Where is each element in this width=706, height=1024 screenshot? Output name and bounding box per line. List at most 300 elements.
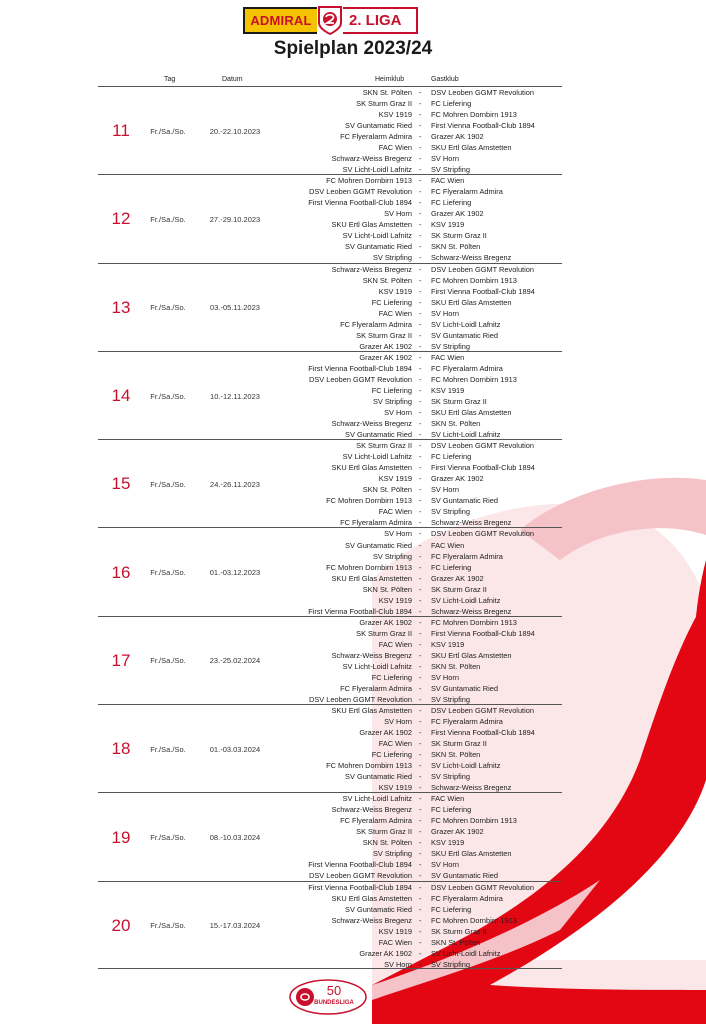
match-row	[98, 573, 562, 584]
match-row	[98, 175, 562, 186]
match-list	[98, 264, 562, 352]
away-team: FC Liefering	[431, 99, 472, 109]
away-team: SV Stripfing	[431, 341, 471, 351]
match-separator: -	[419, 198, 422, 208]
round-date: 03.-05.11.2023	[210, 303, 260, 313]
match-separator: -	[419, 187, 422, 197]
away-team: First Vienna Football-Club 1894	[431, 628, 535, 638]
away-team: Grazer AK 1902	[431, 132, 484, 142]
home-team: First Vienna Football-Club 1894	[308, 363, 412, 373]
match-separator: -	[419, 551, 422, 561]
match-separator: -	[419, 915, 422, 925]
home-team: SV Stripfing	[372, 849, 412, 859]
match-separator: -	[419, 518, 422, 528]
round-number: 16	[111, 562, 131, 582]
away-team: SV Stripfing	[431, 507, 471, 517]
away-team: KSV 1919	[431, 838, 465, 848]
home-team: FC Flyeralarm Admira	[340, 816, 412, 826]
home-team: SV Guntamatic Ried	[345, 121, 412, 131]
away-team: SV Horn	[431, 672, 459, 682]
away-team: SV Stripfing	[431, 694, 471, 704]
match-list	[98, 528, 562, 616]
round-block	[98, 792, 562, 880]
away-team: SK Sturm Graz II	[431, 396, 487, 406]
away-team: FC Flyeralarm Admira	[431, 551, 503, 561]
away-team: First Vienna Football-Club 1894	[431, 463, 535, 473]
away-team: Schwarz-Weiss Bregenz	[431, 518, 512, 528]
round-date: 01.-03.03.2024	[209, 744, 261, 754]
home-team: FC Flyeralarm Admira	[340, 683, 412, 693]
home-team: Schwarz-Weiss Bregenz	[331, 805, 412, 815]
match-separator: -	[419, 639, 422, 649]
round-block	[98, 616, 562, 704]
match-row	[98, 363, 562, 374]
match-row	[98, 904, 562, 915]
match-separator: -	[419, 683, 422, 693]
match-separator: -	[419, 319, 422, 329]
match-separator: -	[419, 176, 422, 186]
match-row	[98, 617, 562, 628]
home-team: First Vienna Football-Club 1894	[308, 606, 412, 616]
match-separator: -	[419, 882, 422, 892]
match-row	[98, 528, 562, 539]
home-team: FC Mohren Dornbirn 1913	[326, 761, 412, 771]
home-team: FC Mohren Dornbirn 1913	[326, 176, 412, 186]
home-team: FC Liefering	[371, 750, 412, 760]
match-row	[98, 771, 562, 782]
home-team: FC Flyeralarm Admira	[340, 319, 412, 329]
match-row	[98, 506, 562, 517]
away-team: FC Mohren Dornbirn 1913	[431, 816, 517, 826]
match-separator: -	[419, 110, 422, 120]
round-number: 13	[111, 297, 131, 317]
round-number: 19	[111, 827, 131, 847]
away-team: Schwarz-Weiss Bregenz	[431, 253, 512, 263]
round-days: Fr./Sa./So.	[150, 391, 186, 401]
match-separator: -	[419, 253, 422, 263]
home-team: FC Liefering	[371, 672, 412, 682]
away-team: SK Sturm Graz II	[431, 584, 487, 594]
away-team: DSV Leoben GGMT Revolution	[431, 441, 534, 451]
away-team: SK Sturm Graz II	[431, 739, 487, 749]
match-row	[98, 418, 562, 429]
match-row	[98, 451, 562, 462]
match-separator: -	[419, 849, 422, 859]
round-block	[98, 174, 562, 262]
round-number: 18	[111, 739, 131, 759]
away-team: Grazer AK 1902	[431, 209, 484, 219]
match-row	[98, 120, 562, 131]
match-separator: -	[419, 407, 422, 417]
match-separator: -	[419, 904, 422, 914]
match-row	[98, 926, 562, 937]
home-team: KSV 1919	[378, 595, 412, 605]
away-team: DSV Leoben GGMT Revolution	[431, 529, 534, 539]
home-team: SV Stripfing	[372, 396, 412, 406]
match-separator: -	[419, 441, 422, 451]
home-team: Schwarz-Weiss Bregenz	[331, 650, 412, 660]
match-row	[98, 330, 562, 341]
away-team: FC Mohren Dornbirn 1913	[431, 915, 517, 925]
match-separator: -	[419, 728, 422, 738]
match-separator: -	[419, 926, 422, 936]
match-row	[98, 650, 562, 661]
round-days: Fr./Sa./So.	[150, 921, 186, 931]
away-team: FAC Wien	[431, 794, 465, 804]
match-separator: -	[419, 430, 422, 439]
home-team: SV Horn	[384, 717, 412, 727]
round-date: 10.-12.11.2023	[210, 391, 260, 401]
away-team: SV Guntamatic Ried	[431, 683, 498, 693]
match-separator: -	[419, 330, 422, 340]
away-team: FC Liefering	[431, 452, 472, 462]
match-row	[98, 319, 562, 330]
match-separator: -	[419, 143, 422, 153]
round-number: 20	[111, 915, 131, 935]
match-row	[98, 815, 562, 826]
home-team: FC Liefering	[371, 385, 412, 395]
match-separator: -	[419, 562, 422, 572]
home-team: Schwarz-Weiss Bregenz	[331, 418, 412, 428]
match-list	[98, 175, 562, 263]
home-team: SV Horn	[384, 209, 412, 219]
match-separator: -	[419, 761, 422, 771]
match-separator: -	[419, 165, 422, 175]
match-row	[98, 407, 562, 418]
match-separator: -	[419, 672, 422, 682]
away-team: First Vienna Football-Club 1894	[431, 728, 535, 738]
match-separator: -	[419, 827, 422, 837]
match-row	[98, 639, 562, 650]
home-team: KSV 1919	[378, 783, 412, 793]
match-separator: -	[419, 297, 422, 307]
match-separator: -	[419, 474, 422, 484]
match-row	[98, 462, 562, 473]
home-team: FAC Wien	[378, 143, 412, 153]
match-row	[98, 374, 562, 385]
away-team: Grazer AK 1902	[431, 474, 484, 484]
match-row	[98, 484, 562, 495]
match-list	[98, 87, 562, 175]
league-emblem-icon	[317, 5, 343, 35]
away-team: FAC Wien	[431, 540, 465, 550]
home-team: SKN St. Pölten	[362, 838, 412, 848]
home-team: KSV 1919	[378, 474, 412, 484]
home-team: SV Horn	[384, 529, 412, 539]
match-row	[98, 473, 562, 484]
match-separator: -	[419, 750, 422, 760]
match-separator: -	[419, 661, 422, 671]
match-row	[98, 131, 562, 142]
home-team: FC Flyeralarm Admira	[340, 132, 412, 142]
away-team: DSV Leoben GGMT Revolution	[431, 88, 534, 97]
match-list	[98, 352, 562, 440]
match-separator: -	[419, 838, 422, 848]
away-team: Schwarz-Weiss Bregenz	[431, 783, 512, 793]
away-team: FC Mohren Dornbirn 1913	[431, 275, 517, 285]
match-separator: -	[419, 496, 422, 506]
league-name: 2. LIGA	[343, 7, 418, 34]
round-days: Fr./Sa./So.	[150, 126, 186, 136]
home-team: Grazer AK 1902	[359, 948, 412, 958]
match-separator: -	[419, 308, 422, 318]
sponsor-logo-text: ADMIRAL	[243, 7, 317, 34]
home-team: SKN St. Pölten	[362, 88, 412, 97]
match-separator: -	[419, 275, 422, 285]
match-separator: -	[419, 617, 422, 627]
round-number: 12	[111, 209, 131, 229]
page-title: Spielplan 2023/24	[273, 38, 433, 59]
away-team: FC Liefering	[431, 198, 472, 208]
match-row	[98, 352, 562, 363]
home-team: KSV 1919	[378, 110, 412, 120]
match-row	[98, 286, 562, 297]
home-team: DSV Leoben GGMT Revolution	[309, 374, 412, 384]
away-team: KSV 1919	[431, 220, 465, 230]
round-block	[98, 881, 562, 969]
match-separator: -	[419, 816, 422, 826]
match-separator: -	[419, 485, 422, 495]
match-row	[98, 672, 562, 683]
away-team: FC Mohren Dornbirn 1913	[431, 617, 517, 627]
home-team: FAC Wien	[378, 308, 412, 318]
match-row	[98, 661, 562, 672]
away-team: SKU Ertl Glas Amstetten	[431, 297, 512, 307]
round-days: Fr./Sa./So.	[150, 303, 186, 313]
away-team: FC Liefering	[431, 562, 472, 572]
match-row	[98, 595, 562, 606]
match-row	[98, 264, 562, 275]
home-team: SK Sturm Graz II	[356, 441, 412, 451]
match-row	[98, 749, 562, 760]
match-separator: -	[419, 805, 422, 815]
home-team: SV Horn	[384, 959, 412, 969]
away-team: SV Licht-Loidl Lafnitz	[431, 430, 501, 439]
away-team: DSV Leoben GGMT Revolution	[431, 264, 534, 274]
column-headers	[0, 76, 706, 86]
home-team: FC Flyeralarm Admira	[340, 518, 412, 528]
match-separator: -	[419, 871, 422, 881]
home-team: First Vienna Football-Club 1894	[308, 882, 412, 892]
away-team: FC Flyeralarm Admira	[431, 893, 503, 903]
home-team: SV Horn	[384, 407, 412, 417]
home-team: FC Liefering	[371, 297, 412, 307]
match-separator: -	[419, 286, 422, 296]
match-separator: -	[419, 385, 422, 395]
away-team: SKU Ertl Glas Amstetten	[431, 407, 512, 417]
home-team: SV Licht-Loidl Lafnitz	[342, 452, 412, 462]
match-separator: -	[419, 209, 422, 219]
away-team: DSV Leoben GGMT Revolution	[431, 706, 534, 716]
away-team: SKN St. Pölten	[431, 661, 481, 671]
match-row	[98, 308, 562, 319]
match-separator: -	[419, 507, 422, 517]
match-separator: -	[419, 220, 422, 230]
match-separator: -	[419, 154, 422, 164]
match-separator: -	[419, 959, 422, 969]
home-team: SK Sturm Graz II	[356, 827, 412, 837]
match-separator: -	[419, 706, 422, 716]
home-team: KSV 1919	[378, 926, 412, 936]
home-team: FAC Wien	[378, 639, 412, 649]
match-separator: -	[419, 772, 422, 782]
round-block	[98, 263, 562, 351]
match-separator: -	[419, 717, 422, 727]
match-separator: -	[419, 606, 422, 616]
match-row	[98, 241, 562, 252]
match-separator: -	[419, 374, 422, 384]
home-team: Grazer AK 1902	[359, 352, 412, 362]
home-team: SKU Ertl Glas Amstetten	[331, 220, 412, 230]
away-team: Schwarz-Weiss Bregenz	[431, 606, 512, 616]
match-row	[98, 396, 562, 407]
match-separator: -	[419, 948, 422, 958]
home-team: SV Licht-Loidl Lafnitz	[342, 661, 412, 671]
away-team: SV Stripfing	[431, 959, 471, 969]
round-date: 20.-22.10.2023	[209, 126, 261, 136]
match-separator: -	[419, 341, 422, 351]
round-days: Fr./Sa./So.	[150, 568, 186, 578]
match-row	[98, 893, 562, 904]
match-row	[98, 186, 562, 197]
match-separator: -	[419, 231, 422, 241]
away-team: SV Stripfing	[431, 165, 471, 175]
away-team: SKU Ertl Glas Amstetten	[431, 849, 512, 859]
home-team: SKN St. Pölten	[362, 485, 412, 495]
match-row	[98, 859, 562, 870]
match-row	[98, 804, 562, 815]
home-team: SV Licht-Loidl Lafnitz	[342, 794, 412, 804]
away-team: FC Mohren Dornbirn 1913	[431, 110, 517, 120]
away-team: FAC Wien	[431, 176, 465, 186]
home-team: SV Licht-Loidl Lafnitz	[342, 165, 412, 175]
home-team: Schwarz-Weiss Bregenz	[331, 264, 412, 274]
match-separator: -	[419, 242, 422, 252]
home-team: FAC Wien	[378, 507, 412, 517]
match-row	[98, 540, 562, 551]
match-row	[98, 495, 562, 506]
away-team: FC Flyeralarm Admira	[431, 363, 503, 373]
round-block	[98, 351, 562, 439]
match-row	[98, 584, 562, 595]
round-block	[98, 86, 562, 174]
match-row	[98, 98, 562, 109]
home-team: FAC Wien	[378, 937, 412, 947]
match-row	[98, 440, 562, 451]
home-team: SKN St. Pölten	[362, 584, 412, 594]
match-row	[98, 915, 562, 926]
home-team: First Vienna Football-Club 1894	[308, 860, 412, 870]
match-row	[98, 882, 562, 893]
away-team: SKN St. Pölten	[431, 242, 481, 252]
match-row	[98, 738, 562, 749]
home-team: SKU Ertl Glas Amstetten	[331, 706, 412, 716]
away-team: FC Mohren Dornbirn 1913	[431, 374, 517, 384]
round-date: 23.-25.02.2024	[209, 656, 261, 666]
away-team: SV Licht-Loidl Lafnitz	[431, 595, 501, 605]
bundesliga-50-logo	[288, 978, 368, 1016]
match-separator: -	[419, 88, 422, 97]
round-date: 24.-26.11.2023	[210, 479, 260, 489]
match-separator: -	[419, 121, 422, 131]
round-block	[98, 439, 562, 527]
match-row	[98, 937, 562, 948]
round-days: Fr./Sa./So.	[150, 744, 186, 754]
away-team: SV Horn	[431, 308, 459, 318]
match-row	[98, 959, 562, 970]
match-separator: -	[419, 937, 422, 947]
away-team: SV Licht-Loidl Lafnitz	[431, 761, 501, 771]
away-team: SKN St. Pölten	[431, 750, 481, 760]
away-team: SV Horn	[431, 485, 459, 495]
match-separator: -	[419, 584, 422, 594]
column-header-heimklub: Heimklub	[375, 76, 405, 83]
home-team: DSV Leoben GGMT Revolution	[309, 187, 412, 197]
away-team: SKN St. Pölten	[431, 937, 481, 947]
match-row	[98, 760, 562, 771]
round-date: 01.-03.12.2023	[209, 568, 261, 578]
home-team: SV Stripfing	[372, 253, 412, 263]
away-team: SV Licht-Loidl Lafnitz	[431, 319, 501, 329]
home-team: SKU Ertl Glas Amstetten	[331, 463, 412, 473]
home-team: Schwarz-Weiss Bregenz	[331, 915, 412, 925]
away-team: SV Stripfing	[431, 772, 471, 782]
away-team: FAC Wien	[431, 352, 465, 362]
match-row	[98, 208, 562, 219]
match-separator: -	[419, 540, 422, 550]
match-row	[98, 562, 562, 573]
home-team: SV Licht-Loidl Lafnitz	[342, 231, 412, 241]
match-row	[98, 716, 562, 727]
match-row	[98, 948, 562, 959]
away-team: SV Guntamatic Ried	[431, 496, 498, 506]
match-row	[98, 628, 562, 639]
away-team: Grazer AK 1902	[431, 827, 484, 837]
match-separator: -	[419, 893, 422, 903]
match-row	[98, 142, 562, 153]
away-team: KSV 1919	[431, 639, 465, 649]
round-date: 27.-29.10.2023	[209, 214, 261, 224]
match-separator: -	[419, 99, 422, 109]
away-team: SV Horn	[431, 860, 459, 870]
match-row	[98, 551, 562, 562]
away-team: Grazer AK 1902	[431, 573, 484, 583]
away-team: FC Liefering	[431, 805, 472, 815]
away-team: FC Flyeralarm Admira	[431, 187, 503, 197]
away-team: First Vienna Football-Club 1894	[431, 286, 535, 296]
match-row	[98, 683, 562, 694]
round-date: 08.-10.03.2024	[209, 833, 261, 843]
home-team: Grazer AK 1902	[359, 617, 412, 627]
away-team: FC Liefering	[431, 904, 472, 914]
away-team: SKN St. Pölten	[431, 418, 481, 428]
match-separator: -	[419, 452, 422, 462]
match-row	[98, 87, 562, 98]
home-team: DSV Leoben GGMT Revolution	[309, 694, 412, 704]
column-header-gastklub: Gastklub	[431, 76, 459, 83]
home-team: SV Guntamatic Ried	[345, 242, 412, 252]
round-days: Fr./Sa./So.	[150, 479, 186, 489]
away-team: First Vienna Football-Club 1894	[431, 121, 535, 131]
match-row	[98, 848, 562, 859]
round-days: Fr./Sa./So.	[150, 656, 186, 666]
away-team: FC Flyeralarm Admira	[431, 717, 503, 727]
home-team: SV Stripfing	[372, 551, 412, 561]
home-team: FC Mohren Dornbirn 1913	[326, 562, 412, 572]
home-team: SK Sturm Graz II	[356, 628, 412, 638]
away-team: SK Sturm Graz II	[431, 926, 487, 936]
match-separator: -	[419, 595, 422, 605]
